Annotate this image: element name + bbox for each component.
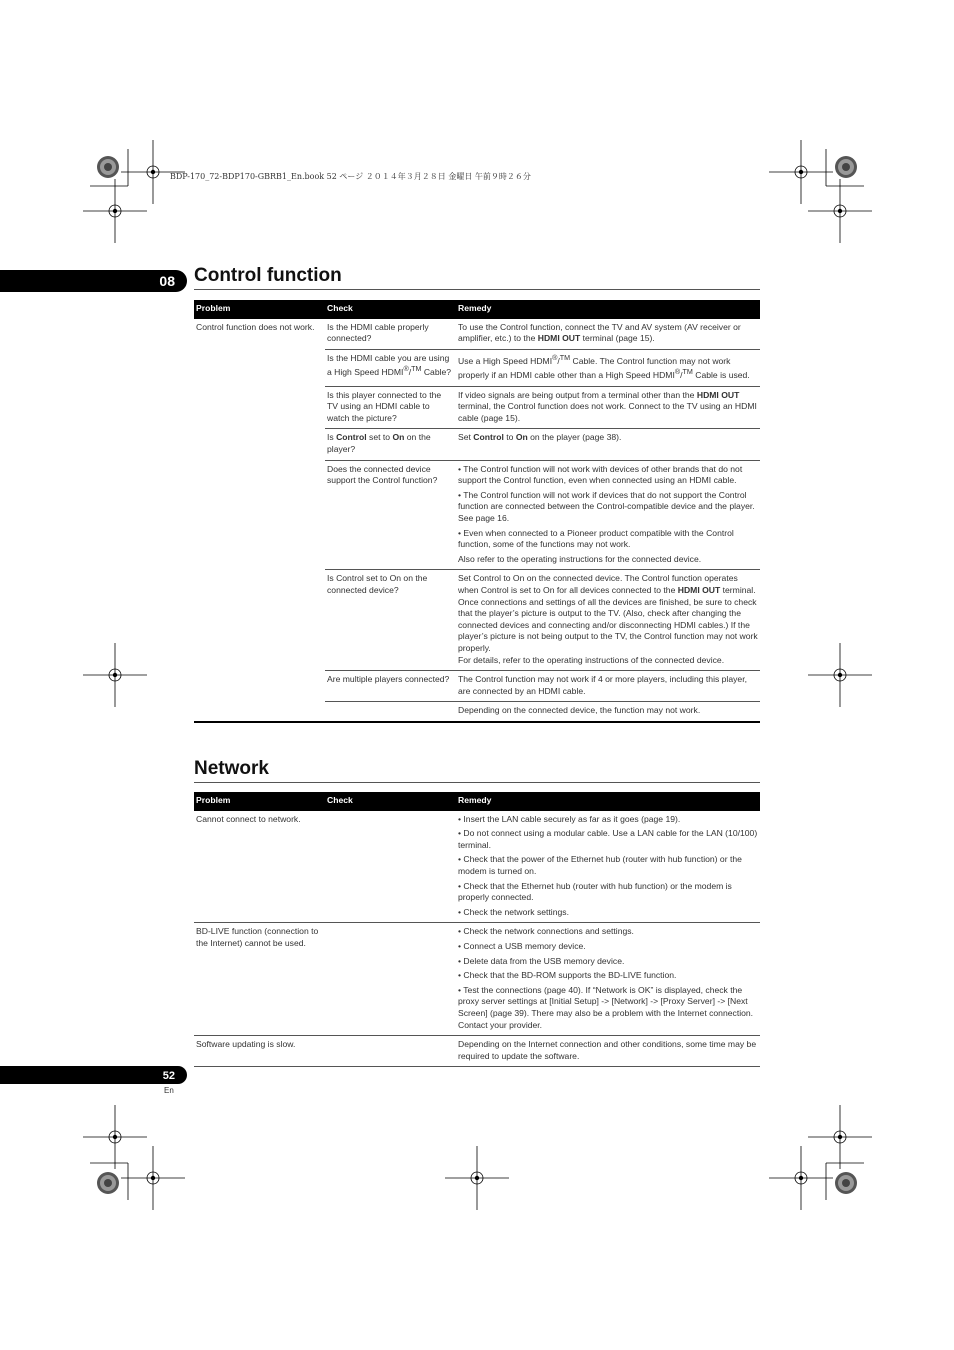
network-table	[194, 792, 760, 1067]
remedy-cell: Use a High Speed HDMI®/™ Cable. The Control function may not work properly if an HDMI cable other than a High Speed HDMI®/™ Cable is used.	[456, 349, 760, 386]
check-cell: Is this player connected to the TV using an HDMI cable to watch the picture?	[325, 386, 456, 429]
col-header-remedy: Remedy	[456, 792, 760, 811]
page-language: En	[164, 1086, 174, 1095]
page-number-tab	[0, 1066, 187, 1084]
check-cell: Is Control set to On on the player?	[325, 429, 456, 460]
table-row	[194, 811, 760, 923]
check-cell	[325, 1036, 456, 1067]
check-cell: Is Control set to On on the connected device?	[325, 570, 456, 671]
problem-cell: Control function does not work.	[196, 321, 315, 332]
check-cell	[325, 923, 456, 1036]
section-title-control: Control function	[194, 265, 342, 286]
problem-cell: Software updating is slow.	[194, 1036, 325, 1067]
section-title-network: Network	[194, 758, 269, 779]
check-cell: Is the HDMI cable you are using a High Speed HDMI®/™ Cable?	[325, 349, 456, 386]
col-header-check: Check	[325, 792, 456, 811]
check-cell: Does the connected device support the Control function?	[325, 460, 456, 570]
check-cell: Are multiple players connected?	[325, 671, 456, 702]
remedy-cell: Depending on the connected device, the function may not work.	[456, 702, 760, 722]
remedy-cell: The Control function may not work if 4 or more players, including this player, are connected by an HDMI cable.	[456, 671, 760, 702]
check-cell	[325, 811, 456, 923]
col-header-remedy: Remedy	[456, 300, 760, 319]
problem-cell: BD-LIVE function (connection to the Internet) cannot be used.	[194, 923, 325, 1036]
chapter-number: 08	[159, 273, 175, 289]
remedy-cell: Depending on the Internet connection and other conditions, some time may be required to update the software.	[456, 1036, 760, 1067]
col-header-problem: Problem	[194, 792, 325, 811]
table-row	[194, 923, 760, 1036]
problem-cell: Cannot connect to network.	[194, 811, 325, 923]
remedy-cell: • The Control function will not work with devices of other brands that do not support the Control function, even when connected using an HDMI cable. • The Control function will not work if devices that do not support the Control function are connected between the Control-compatible device and the player. See page 16. • Even when connected to a Pioneer product compatible with the Control function, some of the functions may not work. Also refer to the operating instructions for the connected device.	[456, 460, 760, 570]
check-cell: Is the HDMI cable properly connected?	[325, 319, 456, 350]
control-function-table	[194, 300, 760, 723]
remedy-cell: Set Control to On on the connected device. The Control function operates when Control is set to On for all devices connected to the HDMI OUT terminal. Once connections and settings of all the devices are finished, be sure to check that the player’s picture is output to the TV. (Also, check after changing the connected devices and connecting and/or disconnecting HDMI cables.) If the player’s picture is not being output to the TV, the Control function may not work properly. For details, refer to the operating instructions of the connected device.	[456, 570, 760, 671]
section-rule	[194, 782, 760, 783]
remedy-cell: If video signals are being output from a terminal other than the HDMI OUT terminal, the Control function does not work. Connect to the TV using an HDMI cable (page 15).	[456, 386, 760, 429]
remedy-cell: Set Control to On on the player (page 38).	[456, 429, 760, 460]
print-header: BDP-170_72-BDP170-GBRB1_En.book 52 ページ ２０１４年３月２８日 金曜日 午前９時２６分	[170, 172, 531, 181]
remedy-cell: To use the Control function, connect the TV and AV system (AV receiver or amplifier, etc.) to the HDMI OUT terminal (page 15).	[456, 319, 760, 350]
section-rule	[194, 289, 760, 290]
check-cell	[325, 702, 456, 722]
col-header-problem: Problem	[194, 300, 325, 319]
remedy-cell: • Check the network connections and settings. • Connect a USB memory device. • Delete data from the USB memory device. • Check that the BD-ROM supports the BD-LIVE function. • Test the connections (page 40). If “Network is OK” is displayed, check the proxy server settings at [Initial Setup] -> [Network] -> [Proxy Server] -> [Next Screen] (page 39). There may also be a problem with the Internet connection. Contact your provider.	[456, 923, 760, 1036]
table-row	[194, 1036, 760, 1067]
chapter-tab	[0, 270, 187, 292]
table-row	[194, 319, 760, 350]
remedy-cell: • Insert the LAN cable securely as far as it goes (page 19). • Do not connect using a modular cable. Use a LAN cable for the LAN (10/100) terminal. • Check that the power of the Ethernet hub (router with hub function) or the modem is turned on. • Check that the Ethernet hub (router with hub function) or the modem is properly connected. • Check the network settings.	[456, 811, 760, 923]
page-number: 52	[162, 1070, 175, 1082]
col-header-check: Check	[325, 300, 456, 319]
